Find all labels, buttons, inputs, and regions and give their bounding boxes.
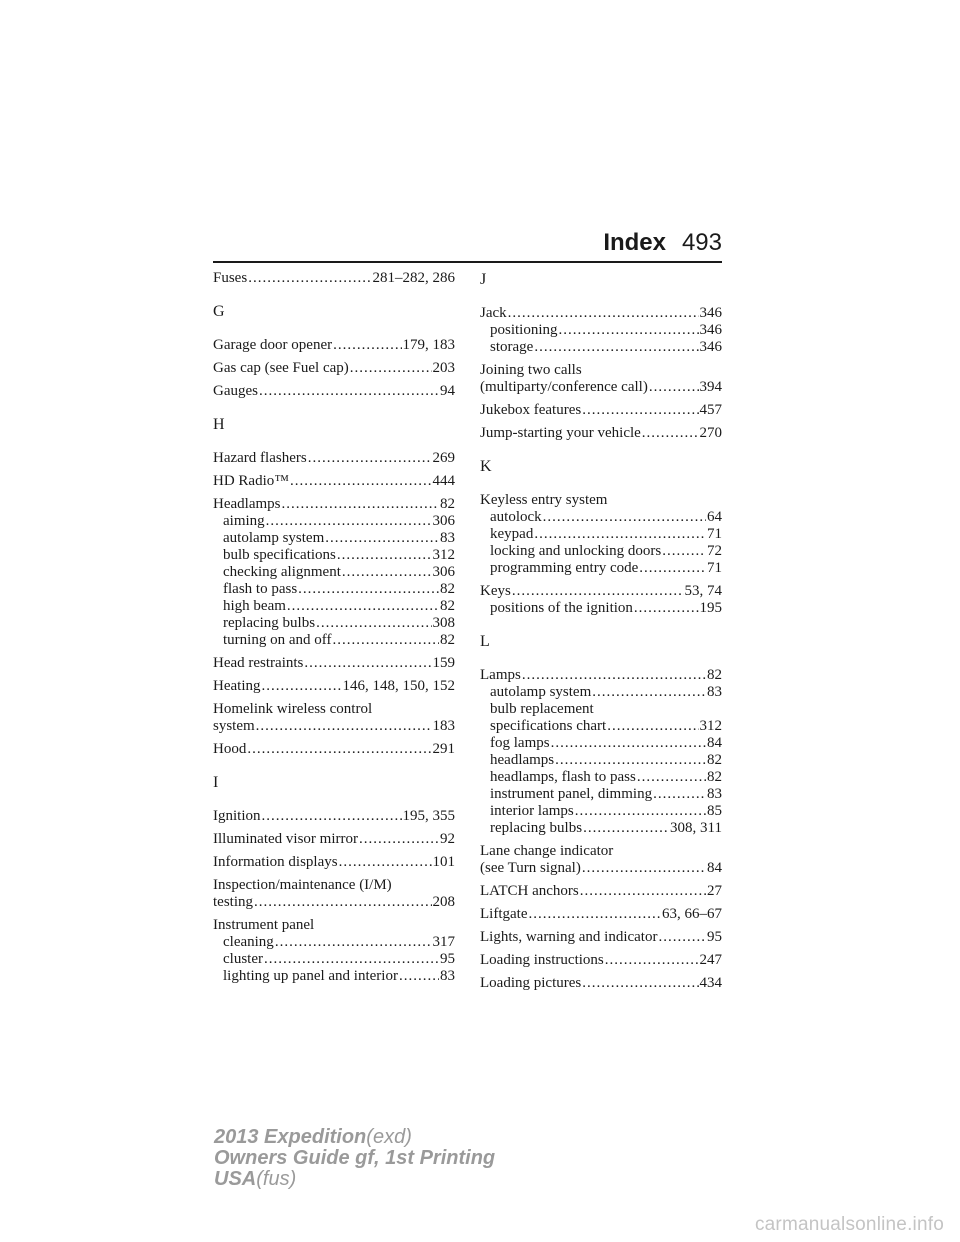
footer-market: USA xyxy=(214,1168,257,1190)
index-page-ref: 346 xyxy=(699,322,722,338)
page-header xyxy=(213,228,722,264)
dot-leader xyxy=(337,547,432,564)
dot-leader xyxy=(339,854,432,871)
index-term: Gas cap (see Fuel cap) xyxy=(213,360,349,376)
index-entry xyxy=(213,655,455,672)
dot-leader xyxy=(512,583,684,600)
index-subentry xyxy=(480,526,722,543)
index-term: Homelink wireless control xyxy=(213,701,373,717)
dot-leader xyxy=(582,975,698,992)
footer-line-guide: Owners Guide gf, 1st Printing xyxy=(214,1147,496,1169)
index-term: flash to pass xyxy=(223,581,298,597)
index-page-ref: 195, 355 xyxy=(402,808,455,824)
index-page-ref: 317 xyxy=(432,934,455,950)
index-term: Headlamps xyxy=(213,496,281,512)
index-term: Hood xyxy=(213,741,247,757)
dot-leader xyxy=(534,526,706,543)
index-entry-line xyxy=(213,854,455,871)
index-term: Jack xyxy=(480,305,507,321)
dot-leader xyxy=(662,543,706,560)
index-term: HD Radio™ xyxy=(213,473,289,489)
index-entry-line xyxy=(213,831,455,848)
dot-leader xyxy=(316,615,431,632)
index-term: headlamps xyxy=(490,752,555,768)
index-entry-line xyxy=(480,860,722,877)
index-term: (see Turn signal) xyxy=(480,860,581,876)
index-page-ref: 308, 311 xyxy=(670,820,722,836)
header-rule xyxy=(213,261,722,263)
index-term: Heating xyxy=(213,678,261,694)
index-entry xyxy=(213,854,455,871)
dot-leader xyxy=(653,786,706,803)
footer-model-code: (exd) xyxy=(366,1126,412,1148)
index-column-left xyxy=(213,270,455,991)
index-term: autolamp system xyxy=(223,530,325,546)
dot-leader xyxy=(287,598,439,615)
index-term: checking alignment xyxy=(223,564,341,580)
index-entry-line xyxy=(213,655,455,672)
index-entry xyxy=(213,678,455,695)
index-page-ref: 346 xyxy=(699,305,722,321)
dot-leader xyxy=(266,513,432,530)
dot-leader xyxy=(256,718,432,735)
dot-leader xyxy=(555,752,706,769)
index-entry xyxy=(213,877,455,911)
index-term: Loading pictures xyxy=(480,975,582,991)
index-entry-line xyxy=(213,450,455,467)
index-page-ref: 82 xyxy=(440,496,455,512)
index-letter-heading: G xyxy=(213,303,225,320)
index-term: Hazard flashers xyxy=(213,450,307,466)
index-entry xyxy=(213,450,455,467)
index-entry-line xyxy=(213,337,455,354)
index-page-ref: 146, 148, 150, 152 xyxy=(342,678,455,694)
index-page-ref: 306 xyxy=(432,513,455,529)
index-subentry xyxy=(480,786,722,803)
dot-leader xyxy=(605,952,699,969)
index-entry xyxy=(213,337,455,354)
index-column-right xyxy=(480,270,722,998)
dot-leader xyxy=(634,600,699,617)
index-subentry xyxy=(213,564,455,581)
index-entry-line xyxy=(213,473,455,490)
index-letter-heading: L xyxy=(480,633,490,650)
index-page-ref: 312 xyxy=(432,547,455,563)
index-subentry xyxy=(213,632,455,649)
index-subentry xyxy=(480,684,722,701)
index-entry-line xyxy=(480,929,722,946)
index-subentry xyxy=(480,718,722,735)
index-entry xyxy=(213,496,455,649)
dot-leader xyxy=(522,667,706,684)
dot-leader xyxy=(359,831,439,848)
index-entry xyxy=(213,360,455,377)
index-subentry xyxy=(213,547,455,564)
footer-line-model xyxy=(214,1127,495,1148)
index-page-ref: 27 xyxy=(707,883,722,899)
index-term: Instrument panel xyxy=(213,917,315,933)
index-entry xyxy=(213,808,455,825)
index-page-ref: 291 xyxy=(432,741,455,757)
index-subentry xyxy=(213,513,455,530)
index-page-ref: 85 xyxy=(707,803,722,819)
index-term: Lights, warning and indicator xyxy=(480,929,658,945)
index-entry-line xyxy=(480,492,722,509)
index-subentry xyxy=(480,322,722,339)
index-term: LATCH anchors xyxy=(480,883,579,899)
index-page-ref: 281–282, 286 xyxy=(372,270,455,286)
footer-market-code: (fus) xyxy=(256,1168,297,1190)
index-term: Ignition xyxy=(213,808,261,824)
dot-leader xyxy=(637,769,706,786)
index-term: lighting up panel and interior xyxy=(223,968,398,984)
index-page-ref: 312 xyxy=(699,718,722,734)
dot-leader xyxy=(575,803,706,820)
index-subentry xyxy=(480,752,722,769)
index-subentry xyxy=(213,968,455,985)
dot-leader xyxy=(262,808,402,825)
index-term: bulb replacement xyxy=(490,701,594,717)
index-entry-line xyxy=(213,496,455,513)
dot-leader xyxy=(658,929,706,946)
dot-leader xyxy=(528,906,661,923)
index-letter-heading: I xyxy=(213,774,219,791)
index-page-ref: 83 xyxy=(707,684,722,700)
index-entry-line xyxy=(213,701,455,718)
index-subentry xyxy=(480,701,722,718)
index-page-ref: 269 xyxy=(432,450,455,466)
index-term: bulb specifications xyxy=(223,547,336,563)
index-entry xyxy=(213,701,455,735)
index-entry xyxy=(213,741,455,758)
index-entry-line xyxy=(480,667,722,684)
index-entry-line xyxy=(480,906,722,923)
index-subentry xyxy=(213,951,455,968)
index-entry xyxy=(480,883,722,900)
index-term: turning on and off xyxy=(223,632,332,648)
index-letter-heading: K xyxy=(480,458,492,475)
index-term: Information displays xyxy=(213,854,338,870)
dot-leader xyxy=(580,883,706,900)
index-entry xyxy=(213,917,455,985)
index-page-ref: 95 xyxy=(707,929,722,945)
index-term: Loading instructions xyxy=(480,952,604,968)
index-entry xyxy=(480,492,722,577)
index-page-ref: 457 xyxy=(699,402,722,418)
dot-leader xyxy=(607,718,698,735)
index-entry xyxy=(213,473,455,490)
dot-leader xyxy=(508,305,699,322)
dot-leader xyxy=(592,684,706,701)
index-entry xyxy=(480,425,722,442)
dot-leader xyxy=(543,509,706,526)
index-entry xyxy=(480,402,722,419)
index-entry xyxy=(480,906,722,923)
index-entry xyxy=(480,952,722,969)
index-entry-line xyxy=(213,678,455,695)
dot-leader xyxy=(247,741,431,758)
index-term: replacing bulbs xyxy=(490,820,583,836)
index-term: Fuses xyxy=(213,270,248,286)
index-page-ref: 71 xyxy=(707,560,722,576)
index-subentry xyxy=(213,598,455,615)
index-page-ref: 308 xyxy=(432,615,455,631)
index-letter-heading: J xyxy=(480,271,487,288)
index-subentry xyxy=(213,530,455,547)
index-entry-line xyxy=(480,583,722,600)
dot-leader xyxy=(261,678,341,695)
index-page-ref: 95 xyxy=(440,951,455,967)
index-page-ref: 444 xyxy=(432,473,455,489)
index-term: programming entry code xyxy=(490,560,639,576)
index-entry-line xyxy=(480,975,722,992)
index-page-ref: 346 xyxy=(699,339,722,355)
index-entry xyxy=(213,270,455,287)
index-entry xyxy=(480,305,722,356)
index-term: replacing bulbs xyxy=(223,615,316,631)
index-entry-line xyxy=(213,360,455,377)
index-page-ref: 94 xyxy=(440,383,455,399)
index-term: Head restraints xyxy=(213,655,304,671)
dot-leader xyxy=(642,425,699,442)
index-page-ref: 82 xyxy=(440,581,455,597)
dot-leader xyxy=(259,383,439,400)
document-footer xyxy=(214,1127,495,1190)
index-entry-line xyxy=(480,402,722,419)
index-entry xyxy=(480,975,722,992)
index-page-ref: 179, 183 xyxy=(402,337,455,353)
index-page-ref: 53, 74 xyxy=(684,583,722,599)
index-page-ref: 82 xyxy=(707,752,722,768)
index-entry xyxy=(480,929,722,946)
dot-leader xyxy=(333,337,401,354)
index-page-ref: 394 xyxy=(699,379,722,395)
dot-leader xyxy=(534,339,698,356)
index-subentry xyxy=(480,560,722,577)
index-page-ref: 84 xyxy=(707,860,722,876)
index-entry xyxy=(480,583,722,617)
dot-leader xyxy=(350,360,432,377)
index-entry-line xyxy=(480,379,722,396)
index-term: headlamps, flash to pass xyxy=(490,769,636,785)
index-page-ref: 72 xyxy=(707,543,722,559)
dot-leader xyxy=(399,968,439,985)
index-page-ref: 208 xyxy=(432,894,455,910)
index-entry xyxy=(213,383,455,400)
dot-leader xyxy=(649,379,699,396)
index-term: fog lamps xyxy=(490,735,550,751)
dot-leader xyxy=(304,655,431,672)
index-entry-line xyxy=(480,362,722,379)
index-entry-line xyxy=(213,270,455,287)
index-subentry xyxy=(213,934,455,951)
index-term: Illuminated visor mirror xyxy=(213,831,358,847)
dot-leader xyxy=(264,951,439,968)
index-term: Lane change indicator xyxy=(480,843,614,859)
index-term: Jump-starting your vehicle xyxy=(480,425,641,441)
index-entry-line xyxy=(480,883,722,900)
index-entry-line xyxy=(213,917,455,934)
index-term: interior lamps xyxy=(490,803,574,819)
dot-leader xyxy=(281,496,439,513)
index-term: high beam xyxy=(223,598,286,614)
footer-line-market xyxy=(214,1169,495,1190)
index-entry-line xyxy=(480,952,722,969)
dot-leader xyxy=(298,581,439,598)
index-page-ref: 92 xyxy=(440,831,455,847)
index-term: storage xyxy=(490,339,534,355)
index-page-ref: 84 xyxy=(707,735,722,751)
index-subentry xyxy=(480,339,722,356)
index-page-ref: 83 xyxy=(440,530,455,546)
index-letter-heading: H xyxy=(213,416,225,433)
page-title: Index xyxy=(603,229,666,256)
footer-model: 2013 Expedition xyxy=(214,1126,367,1148)
index-term: Gauges xyxy=(213,383,258,399)
index-page-ref: 183 xyxy=(432,718,455,734)
dot-leader xyxy=(559,322,699,339)
index-entry-line xyxy=(480,305,722,322)
index-entry xyxy=(480,667,722,837)
index-term: testing xyxy=(213,894,253,910)
index-page-ref: 270 xyxy=(699,425,722,441)
index-subentry xyxy=(480,600,722,617)
index-entry xyxy=(480,362,722,396)
index-page-ref: 247 xyxy=(699,952,722,968)
index-entry xyxy=(213,831,455,848)
index-page-ref: 82 xyxy=(440,598,455,614)
index-term: Jukebox features xyxy=(480,402,582,418)
index-term: autolock xyxy=(490,509,542,525)
index-term: positions of the ignition xyxy=(490,600,633,616)
index-subentry xyxy=(480,820,722,837)
index-subentry xyxy=(480,803,722,820)
index-subentry xyxy=(480,769,722,786)
index-page-ref: 195 xyxy=(699,600,722,616)
index-page-ref: 83 xyxy=(440,968,455,984)
index-subentry xyxy=(480,735,722,752)
dot-leader xyxy=(332,632,439,649)
dot-leader xyxy=(308,450,432,467)
index-term: cleaning xyxy=(223,934,274,950)
index-term: Keys xyxy=(480,583,511,599)
index-term: cluster xyxy=(223,951,263,967)
index-page-ref: 82 xyxy=(707,667,722,683)
dot-leader xyxy=(275,934,432,951)
index-entry-line xyxy=(213,383,455,400)
index-term: keypad xyxy=(490,526,534,542)
index-page-ref: 71 xyxy=(707,526,722,542)
index-entry-line xyxy=(213,894,455,911)
index-page-ref: 82 xyxy=(440,632,455,648)
dot-leader xyxy=(342,564,432,581)
index-entry xyxy=(480,843,722,877)
index-subentry xyxy=(480,509,722,526)
dot-leader xyxy=(254,894,432,911)
index-page-ref: 82 xyxy=(707,769,722,785)
index-term: Garage door opener xyxy=(213,337,333,353)
index-term: Inspection/maintenance (I/M) xyxy=(213,877,392,893)
index-term: positioning xyxy=(490,322,558,338)
dot-leader xyxy=(325,530,439,547)
index-entry-line xyxy=(480,843,722,860)
dot-leader xyxy=(583,820,669,837)
dot-leader xyxy=(582,860,706,877)
index-entry-line xyxy=(213,741,455,758)
index-term: Lamps xyxy=(480,667,521,683)
dot-leader xyxy=(551,735,706,752)
watermark: carmanualsonline.info xyxy=(754,1214,944,1235)
dot-leader xyxy=(639,560,706,577)
index-entry-line xyxy=(213,718,455,735)
index-page-ref: 101 xyxy=(432,854,455,870)
dot-leader xyxy=(248,270,371,287)
index-page-ref: 159 xyxy=(432,655,455,671)
dot-leader xyxy=(582,402,698,419)
index-page-ref: 64 xyxy=(707,509,722,525)
index-subentry xyxy=(213,581,455,598)
index-entry-line xyxy=(213,877,455,894)
index-page-ref: 306 xyxy=(432,564,455,580)
index-term: Liftgate xyxy=(480,906,528,922)
index-page-ref: 83 xyxy=(707,786,722,802)
page-number: 493 xyxy=(681,229,722,256)
index-term: system xyxy=(213,718,255,734)
index-subentry xyxy=(480,543,722,560)
index-page-ref: 434 xyxy=(699,975,722,991)
index-page-ref: 63, 66–67 xyxy=(662,906,722,922)
index-term: autolamp system xyxy=(490,684,592,700)
index-term: Keyless entry system xyxy=(480,492,608,508)
index-entry-line xyxy=(480,425,722,442)
index-term: aiming xyxy=(223,513,265,529)
index-page-ref: 203 xyxy=(432,360,455,376)
index-subentry xyxy=(213,615,455,632)
dot-leader xyxy=(290,473,432,490)
index-term: specifications chart xyxy=(490,718,607,734)
index-term: instrument panel, dimming xyxy=(490,786,653,802)
index-term: Joining two calls xyxy=(480,362,582,378)
index-term: locking and unlocking doors xyxy=(490,543,662,559)
index-entry-line xyxy=(213,808,455,825)
index-term: (multiparty/conference call) xyxy=(480,379,648,395)
